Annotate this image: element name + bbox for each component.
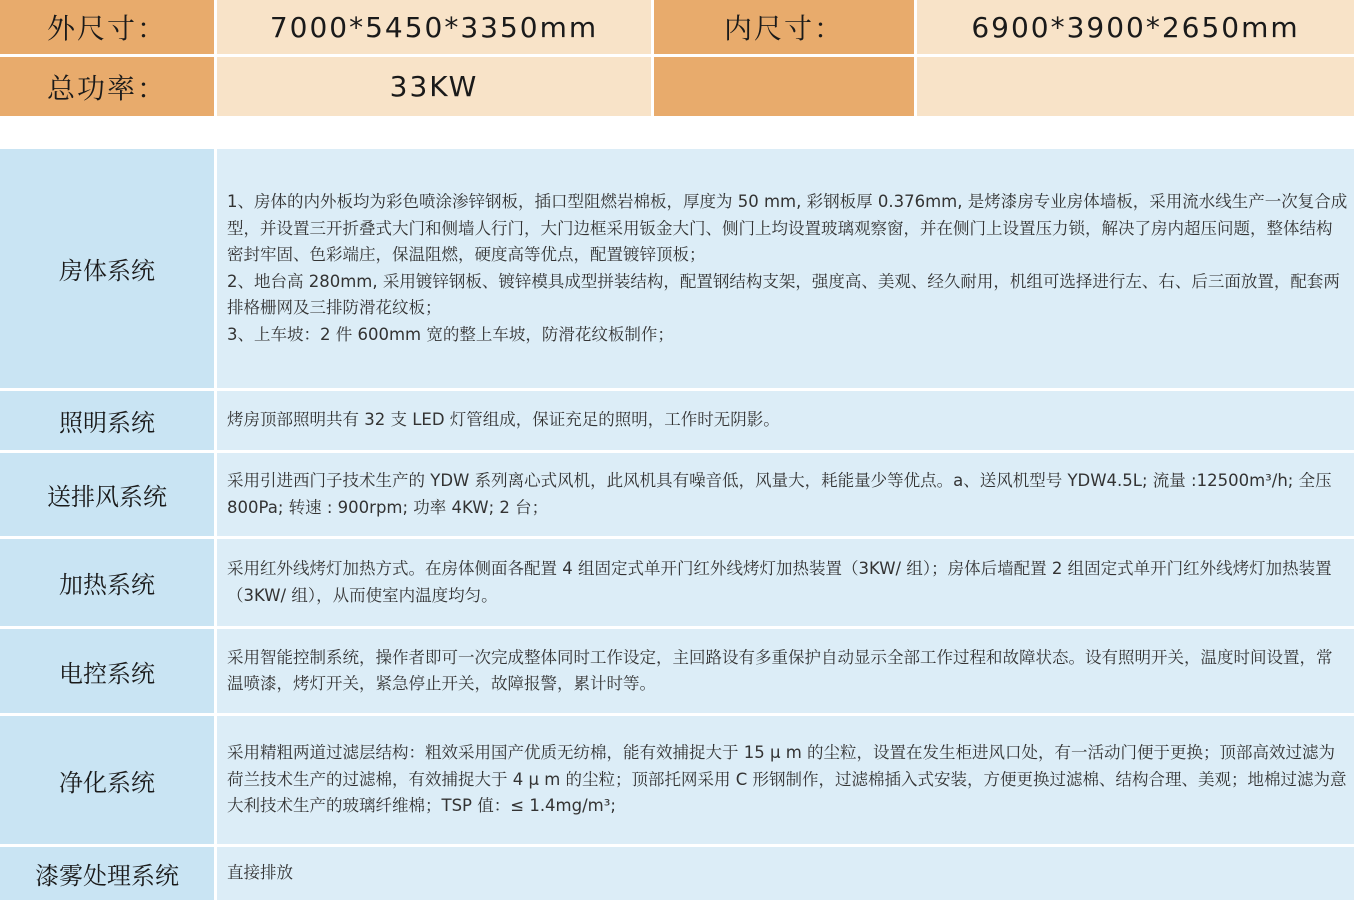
- system-name: 房体系统: [0, 149, 217, 388]
- system-description: 采用红外线烤灯加热方式。在房体侧面各配置 4 组固定式单开门红外线烤灯加热装置（3KW/ 组）；房体后墙配置 2 组固定式单开门红外线烤灯加热装置（3KW/ 组），从而使室内温度均匀。: [217, 539, 1354, 626]
- inner-size-label: 内尺寸：: [654, 0, 917, 57]
- system-row-house: [0, 149, 1354, 391]
- system-description: 采用精粗两道过滤层结构：粗效采用国产优质无纺棉，能有效捕捉大于 15 μ m 的尘粒，设置在发生柜进风口处，有一活动门便于更换；顶部高效过滤为荷兰技术生产的过滤棉，有效捕捉大于 4 μ m 的尘粒；顶部托网采用 C 形钢制作，过滤棉插入式安装，方便更换过滤棉、结构合理、美观；地棉过滤为意大利技术生产的玻璃纤维棉；TSP 值：≤ 1.4mg/m³;: [217, 716, 1354, 844]
- spec-table: [0, 0, 1354, 119]
- outer-size-label: 外尺寸：: [0, 0, 217, 57]
- total-power-label: 总功率：: [0, 57, 217, 119]
- system-name: 电控系统: [0, 629, 217, 713]
- system-description: 烤房顶部照明共有 32 支 LED 灯管组成，保证充足的照明，工作时无阴影。: [217, 391, 1354, 450]
- empty-value-cell: [917, 57, 1354, 119]
- system-name: 照明系统: [0, 391, 217, 450]
- system-description: 采用引进西门子技术生产的 YDW 系列离心式风机，此风机具有噪音低，风量大，耗能量少等优点。a、送风机型号 YDW4.5L; 流量 :12500m³/h; 全压 800Pa; 转速 : 900rpm; 功率 4KW; 2 台；: [217, 453, 1354, 536]
- system-name: 加热系统: [0, 539, 217, 626]
- system-description: 直接排放: [217, 847, 1354, 900]
- system-name: 漆雾处理系统: [0, 847, 217, 900]
- system-name: 送排风系统: [0, 453, 217, 536]
- total-power-value: 33KW: [217, 57, 654, 119]
- empty-label-cell: [654, 57, 917, 119]
- system-row-electric-control: [0, 629, 1354, 716]
- system-name: 净化系统: [0, 716, 217, 844]
- system-row-purification: [0, 716, 1354, 847]
- systems-table: [0, 149, 1354, 900]
- system-description: 采用智能控制系统，操作者即可一次完成整体同时工作设定，主回路设有多重保护自动显示全部工作过程和故障状态。设有照明开关，温度时间设置，常温喷漆，烤灯开关，紧急停止开关，故障报警，累计时等。: [217, 629, 1354, 713]
- system-row-ventilation: [0, 453, 1354, 539]
- system-row-paint-mist: [0, 847, 1354, 900]
- system-description: 1、房体的内外板均为彩色喷涂渗锌钢板，插口型阻燃岩棉板，厚度为 50 mm, 彩钢板厚 0.376mm, 是烤漆房专业房体墙板，采用流水线生产一次复合成型，并设置三开折叠式大门和侧墙人行门，大门边框采用钣金大门、侧门上均设置玻璃观察窗，并在侧门上设置压力锁，解决了房内超压问题，整体结构密封牢固、色彩端庄，保温阻燃，硬度高等优点，配置镀锌顶板； 2、地台高 280mm, 采用镀锌钢板、镀锌模具成型拼装结构，配置钢结构支架，强度高、美观、经久耐用，机组可选择进行左、右、后三面放置，配套两排格栅网及三排防滑花纹板； 3、上车坡：2 件 600mm 宽的整上车坡，防滑花纹板制作；: [217, 149, 1354, 388]
- system-row-heating: [0, 539, 1354, 629]
- inner-size-value: 6900*3900*2650mm: [917, 0, 1354, 57]
- outer-size-value: 7000*5450*3350mm: [217, 0, 654, 57]
- system-row-lighting: [0, 391, 1354, 453]
